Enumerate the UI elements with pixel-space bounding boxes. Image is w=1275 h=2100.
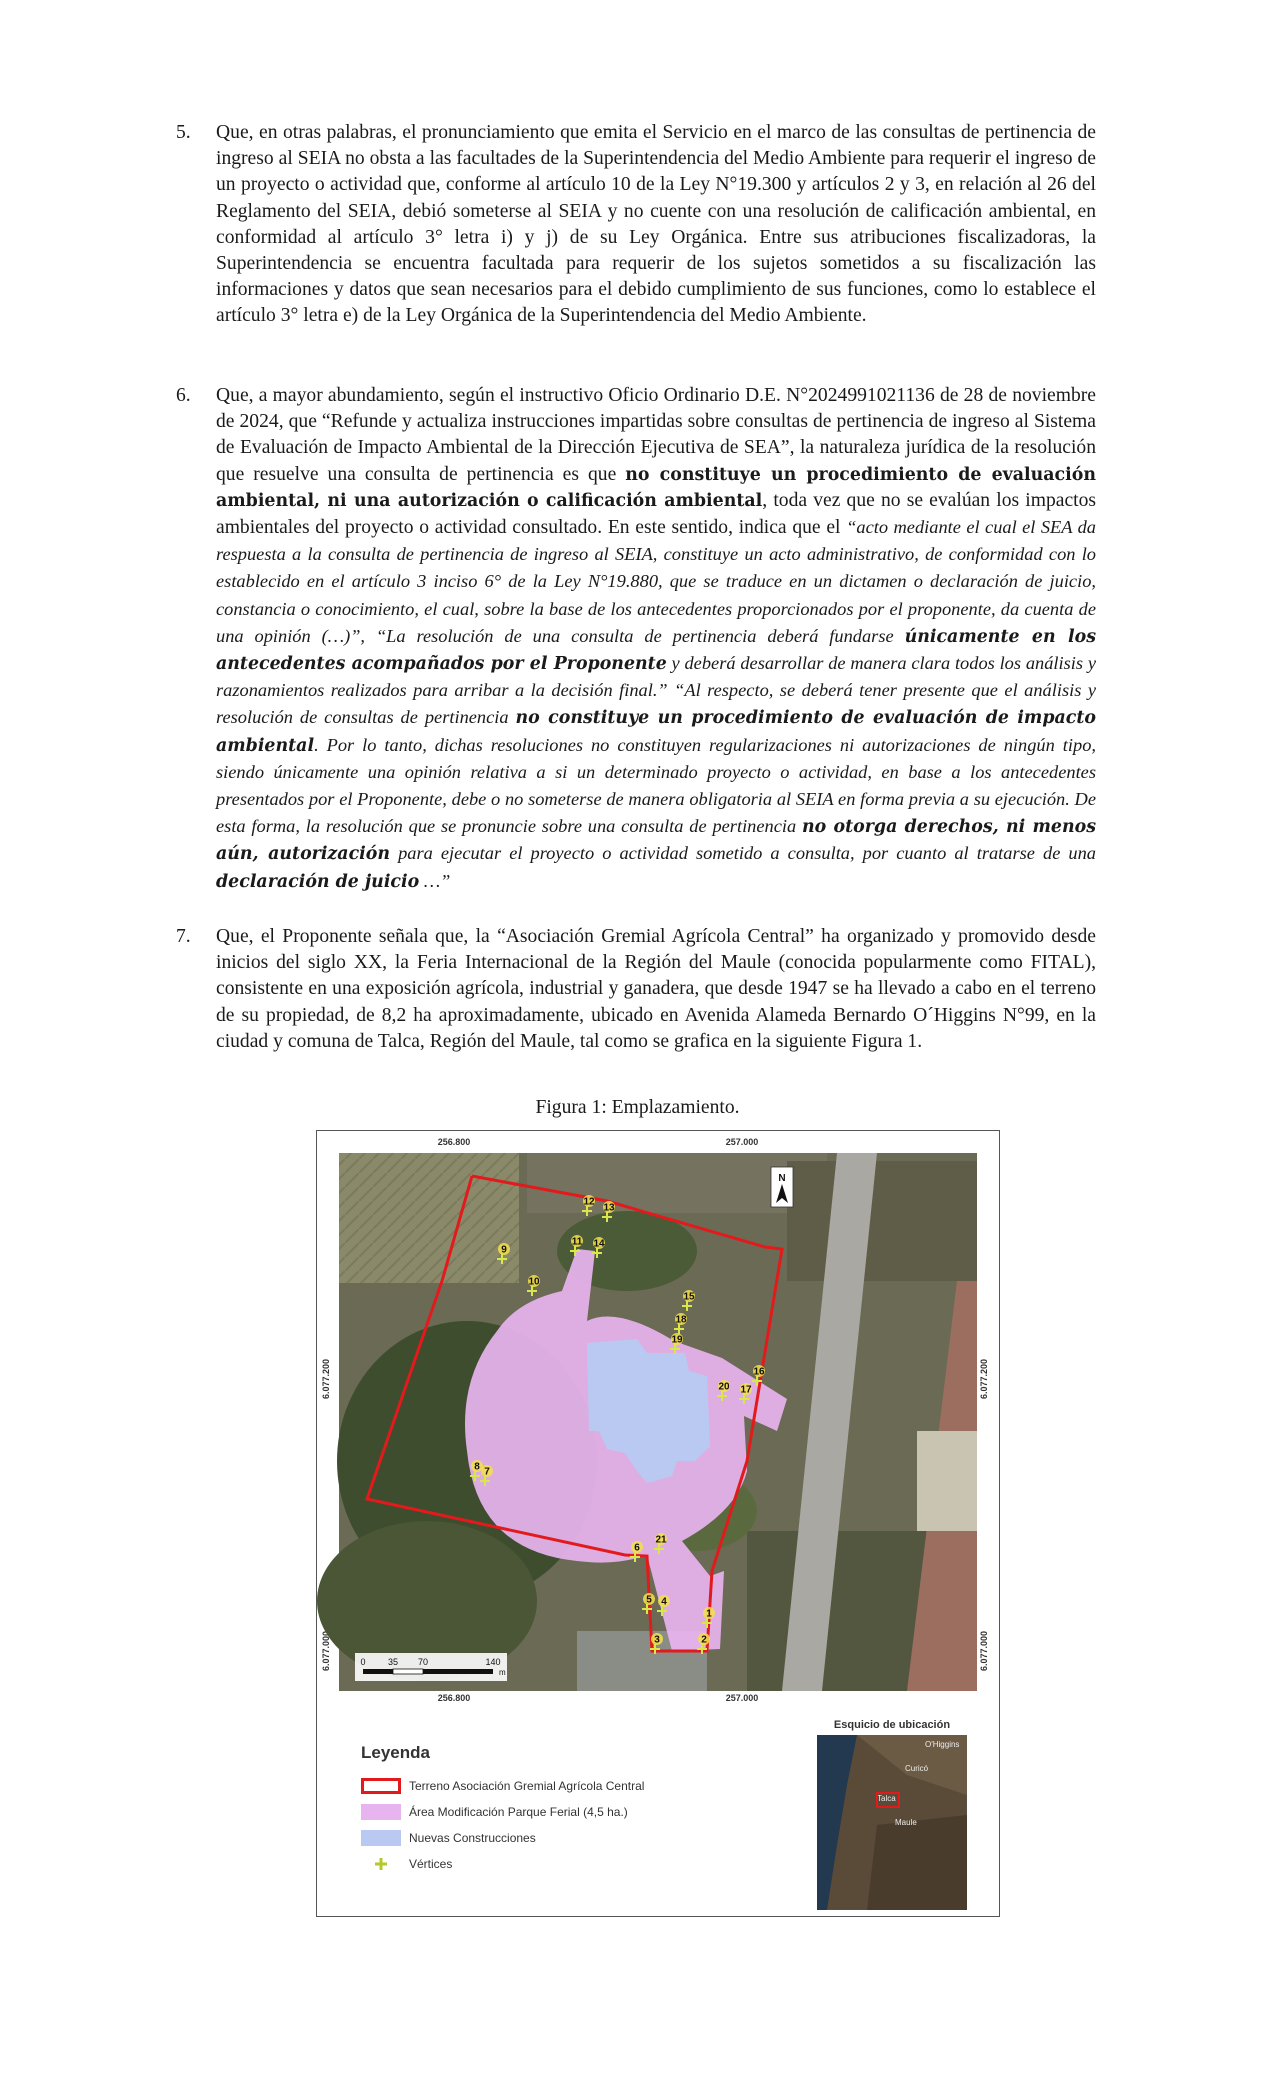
vertex-label: 20 xyxy=(718,1381,730,1393)
svg-text:Curicó: Curicó xyxy=(905,1764,929,1773)
svg-text:m: m xyxy=(499,1668,506,1677)
coord-y-right-bottom: 6.077.000 xyxy=(979,1630,989,1672)
svg-text:0: 0 xyxy=(360,1657,366,1667)
italic-run: …” xyxy=(419,870,451,891)
svg-text:N: N xyxy=(778,1173,786,1184)
vertex-label: 1 xyxy=(706,1608,712,1620)
italic-run: “acto mediante el cual el SEA da respuesta a la consulta de pertinencia de ingreso al SEIA, constituye un acto administrativo, de conformidad con lo establecido en el artículo 3 inciso 6° de la Ley N°19.880, que se traduce en un dictamen o declaración de juicio, constancia o conocimiento, el cual, sobre la base de los antecedentes proporcionados por el proponente, da cuenta de una opinión (…)”, “La resolución de una consulta de pertinencia deberá fundarse xyxy=(216,517,1096,646)
legend-swatch-area xyxy=(361,1804,401,1820)
svg-text:140: 140 xyxy=(485,1657,501,1667)
coord-y-left-top: 6.077.200 xyxy=(321,1358,331,1400)
bold-run: no constituye un procedimiento de evaluación ambiental, ni una autorización o calificación ambiental xyxy=(216,464,1096,511)
paragraph-number: 5. xyxy=(176,122,191,143)
vertex-label: 2 xyxy=(701,1634,707,1646)
paragraph-text: Que, en otras palabras, el pronunciamiento que emita el Servicio en el marco de las consultas de pertinencia de ingreso al SEIA no obsta a las facultades de la Superintendencia del Medio Ambiente para requerir el ingreso de un proyecto o actividad que, conforme al artículo 10 de la Ley N°19.300 y artículos 2 y 3, en relación al 26 del Reglamento del SEIA, debió someterse al SEIA y no cuente con una resolución de calificación ambiental, en conformidad al artículo 3° letra i) y j) de su Ley Orgánica. Entre sus atribuciones fiscalizadoras, la Superintendencia se encuentra facultada para requerir de los sujetos sometidos a su fiscalización las informaciones y datos que sean necesarios para el debido cumplimiento de sus funciones, como lo establece el artículo 3° letra e) de la Ley Orgánica de la Superintendencia del Medio Ambiente. xyxy=(216,122,1096,327)
vertex-label: 14 xyxy=(593,1238,605,1250)
vertex-label: 11 xyxy=(571,1236,583,1248)
vertex-cross-icon xyxy=(361,1856,401,1872)
legend-item-property xyxy=(361,1773,721,1799)
map-legend xyxy=(361,1743,721,1877)
paragraph-text: Que, el Proponente señala que, la “Asociación Gremial Agrícola Central” ha organizado y promovido desde inicios del siglo XX, la Feria Internacional de la Región del Maule (conocida popularmente como FITAL), consistente en una exposición agrícola, industrial y ganadera, que desde 1947 se ha llevado a cabo en el terreno de su propiedad, de 8,2 ha aproximadamente, ubicado en Avenida Alameda Bernardo O´Higgins N°99, en la ciudad y comuna de Talca, Región del Maule, tal como se grafica en la siguiente Figura 1. xyxy=(216,926,1096,1052)
north-arrow-icon xyxy=(771,1167,793,1207)
vertex-label: 4 xyxy=(661,1596,667,1608)
paragraph-number: 7. xyxy=(176,926,191,947)
scale-bar xyxy=(355,1653,507,1681)
legend-item-modification-area xyxy=(361,1799,721,1825)
text-run: , toda vez que no se evalúan los impactos ambientales del proyecto o actividad consultado. En este sentido, indica que el xyxy=(216,489,1097,539)
coord-x-bottom-left: 256.800 xyxy=(437,1693,471,1703)
vertex-label: 13 xyxy=(603,1202,615,1214)
vertex-label: 10 xyxy=(528,1276,540,1288)
figure-caption: Figura 1: Emplazamiento. xyxy=(535,1097,740,1118)
vertex-label: 8 xyxy=(474,1461,480,1473)
italic-run: y deberá desarrollar de manera clara todos los análisis y razonamientos realizados para arribar a la decisión final.” “Al respecto, se deberá tener presente que el análisis y resolución de consultas de pertinencia xyxy=(216,653,1096,728)
legend-label: Terreno Asociación Gremial Agrícola Central xyxy=(409,1779,645,1793)
locator-image xyxy=(817,1735,967,1910)
coord-x-top-right: 257.000 xyxy=(725,1137,759,1147)
vertex-label: 19 xyxy=(671,1334,683,1346)
legend-title: Leyenda xyxy=(361,1743,430,1762)
locator-map xyxy=(817,1719,967,1915)
paragraph-6 xyxy=(176,383,1096,895)
coord-y-right-top: 6.077.200 xyxy=(979,1358,989,1400)
svg-text:Talca: Talca xyxy=(877,1794,896,1803)
vertex-label: 16 xyxy=(753,1366,765,1378)
svg-text:70: 70 xyxy=(417,1657,429,1667)
vertex-label: 18 xyxy=(675,1314,687,1326)
coord-x-top-left: 256.800 xyxy=(437,1137,471,1147)
legend-label: Nuevas Construcciones xyxy=(409,1831,536,1845)
location-figure xyxy=(316,1130,1000,1917)
italic-run: para ejecutar el proyecto o actividad sometido a consulta, por cuanto al tratarse de una xyxy=(390,843,1097,864)
paragraph-text xyxy=(216,383,1096,895)
svg-text:35: 35 xyxy=(387,1657,399,1667)
bold-italic-run: únicamente en los antecedentes acompañados por el Proponente xyxy=(216,626,1096,675)
vertex-label: 12 xyxy=(583,1196,595,1208)
legend-item-new-constructions xyxy=(361,1825,721,1851)
bold-italic-run: no constituye un procedimiento de evaluación de impacto ambiental xyxy=(216,708,1096,756)
vertex-label: 17 xyxy=(740,1384,752,1396)
coord-y-left-bottom: 6.077.000 xyxy=(321,1630,331,1672)
vertex-label: 15 xyxy=(683,1291,695,1303)
legend-label: Vértices xyxy=(409,1857,453,1871)
paragraph-5 xyxy=(176,120,1096,330)
svg-text:O'Higgins: O'Higgins xyxy=(925,1740,960,1749)
bold-italic-run: no otorga derechos, ni menos aún, autorización xyxy=(216,817,1096,865)
paragraph-7 xyxy=(176,924,1096,1055)
text-run: Que, a mayor abundamiento, según el instructivo Oficio Ordinario D.E. N°2024991021136 de 28 de noviembre de 2024, que “Refunde y actualiza instrucciones impartidas sobre consultas de pertinencia de ingreso al Sistema de Evaluación de Impacto Ambiental de la Dirección Ejecutiva de SEA”, la naturaleza jurídica de la resolución que resuelve una consulta de pertinencia es que xyxy=(216,385,1096,485)
vertex-label: 7 xyxy=(484,1466,490,1478)
svg-text:Maule: Maule xyxy=(895,1818,917,1827)
coord-x-bottom-right: 257.000 xyxy=(725,1693,759,1703)
legend-swatch-constructions xyxy=(361,1830,401,1846)
vertex-label: 3 xyxy=(654,1634,660,1646)
legend-label: Área Modificación Parque Ferial (4,5 ha.) xyxy=(409,1805,628,1819)
legend-swatch-boundary xyxy=(361,1778,401,1794)
vertex-label: 5 xyxy=(646,1594,652,1606)
legend-item-vertices xyxy=(361,1851,721,1877)
bold-italic-run: declaración de juicio xyxy=(216,871,420,892)
vertex-label: 9 xyxy=(501,1244,507,1256)
vertex-label: 6 xyxy=(634,1542,640,1554)
vertex-label: 21 xyxy=(655,1534,667,1546)
paragraph-number: 6. xyxy=(176,385,191,406)
italic-run: . Por lo tanto, dichas resoluciones no constituyen regularizaciones ni autorizaciones de ningún tipo, siendo únicamente una opinión relativa a si un determinado proyecto o actividad, en base a los antecedentes presentados por el Proponente, debe o no someterse de manera obligatoria al SEIA en forma previa a su ejecución. De esta forma, la resolución que se pronuncie sobre una consulta de pertinencia xyxy=(216,734,1096,837)
locator-title: Esquicio de ubicación xyxy=(833,1719,951,1731)
